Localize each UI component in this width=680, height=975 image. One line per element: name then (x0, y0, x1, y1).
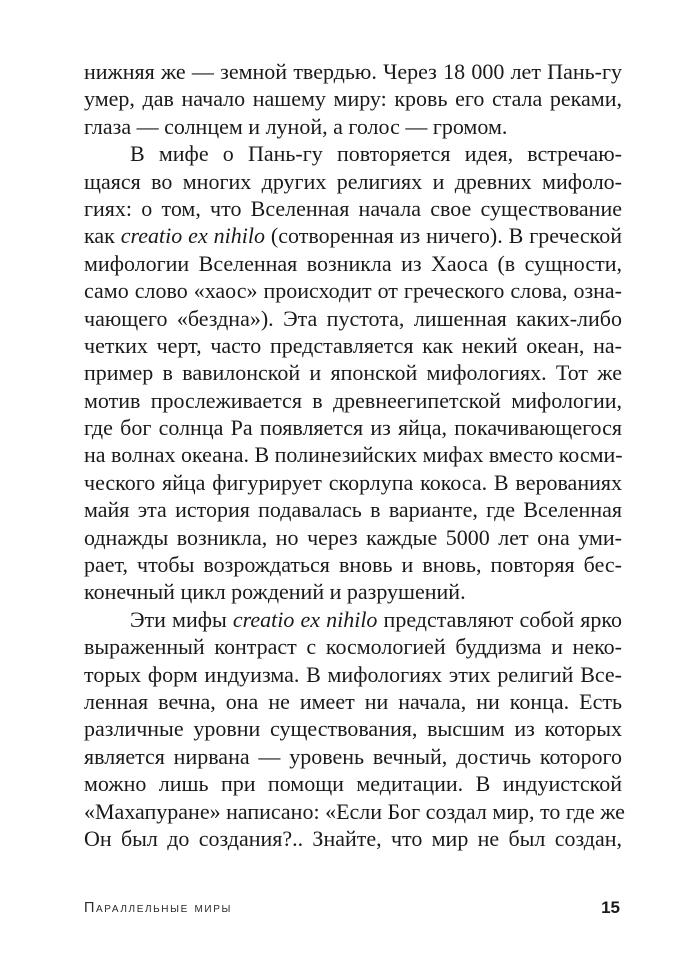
text-segment: как (84, 223, 121, 249)
text-line (84, 606, 622, 633)
text-line: однажды возникла, но через каждые 5000 лет она уми- (84, 524, 622, 550)
text-line: торых форм индуизма. В мифологиях этих религий Все- (84, 661, 622, 687)
text-line: чающего «бездна»). Эта пустота, лишенная каких-либо (84, 305, 622, 331)
text-line: «Махапуране» написано: «Если Бог создал мир, то где же (84, 798, 625, 824)
text-line: пример в вавилонской и японской мифологиях. Тот же (84, 360, 622, 386)
text-segment: (сотворенная из ничего). В греческой (264, 223, 623, 249)
text-line: где бог солнца Ра появляется из яйца, покачивающегося (84, 415, 622, 441)
text-line: четких черт, часто представляется как некий океан, на- (84, 332, 622, 358)
text-line: гиях: о том, что Вселенная начала свое существование (84, 195, 622, 221)
text-line (84, 222, 622, 249)
body-text (84, 58, 625, 852)
text-line: В мифе о Пань-гу повторяется идея, встречаю- (130, 141, 622, 167)
text-line: ленная вечна, она не имеет ни начала, ни конца. Есть (84, 688, 622, 714)
text-line: ческого яйца фигурирует скорлупа кокоса. В верованиях (84, 469, 622, 495)
text-line: глаза — солнцем и луной, а голос — громом. (84, 113, 508, 139)
running-head: Параллельные миры (84, 900, 232, 916)
text-line: нижняя же — земной твердью. Через 18 000 лет Пань-гу (84, 59, 622, 84)
text-line: умер, дав начало нашему миру: кровь его стала реками, (84, 86, 622, 112)
text-line: Он был до создания?.. Знайте, что мир не был создан, (84, 825, 622, 851)
text-line: щаяся во многих других религиях и древних мифоло- (84, 168, 622, 194)
text-line: мотив прослеживается в древнеегипетской мифологии, (84, 387, 622, 413)
text-segment: Эти мифы (130, 606, 233, 632)
text-line: само слово «хаос» происходит от греческого слова, озна- (84, 278, 622, 304)
text-line: мифологии Вселенная возникла из Хаоса (в сущности, (84, 250, 622, 276)
text-line: можно лишь при помощи медитации. В индуистской (84, 771, 622, 797)
page-footer (84, 900, 620, 924)
text-line: конечный цикл рождений и разрушений. (84, 579, 466, 605)
page-number: 15 (601, 898, 620, 917)
text-segment: представляют собой ярко (377, 606, 622, 632)
latin-term: creatio ex nihilo (120, 223, 265, 249)
text-line: различные уровни существования, высшим из которых (84, 716, 622, 742)
text-line: на волнах океана. В полинезийских мифах вместо косми- (84, 442, 623, 468)
latin-term: creatio ex nihilo (232, 606, 378, 632)
text-line: выраженный контраст с космологией буддизма и неко- (84, 634, 622, 660)
text-line: является нирвана — уровень вечный, достичь которого (84, 743, 622, 769)
text-line: майя эта история подавалась в варианте, где Вселенная (84, 497, 622, 523)
text-line: рает, чтобы возрождаться вновь и вновь, повторяя бес- (84, 552, 622, 578)
